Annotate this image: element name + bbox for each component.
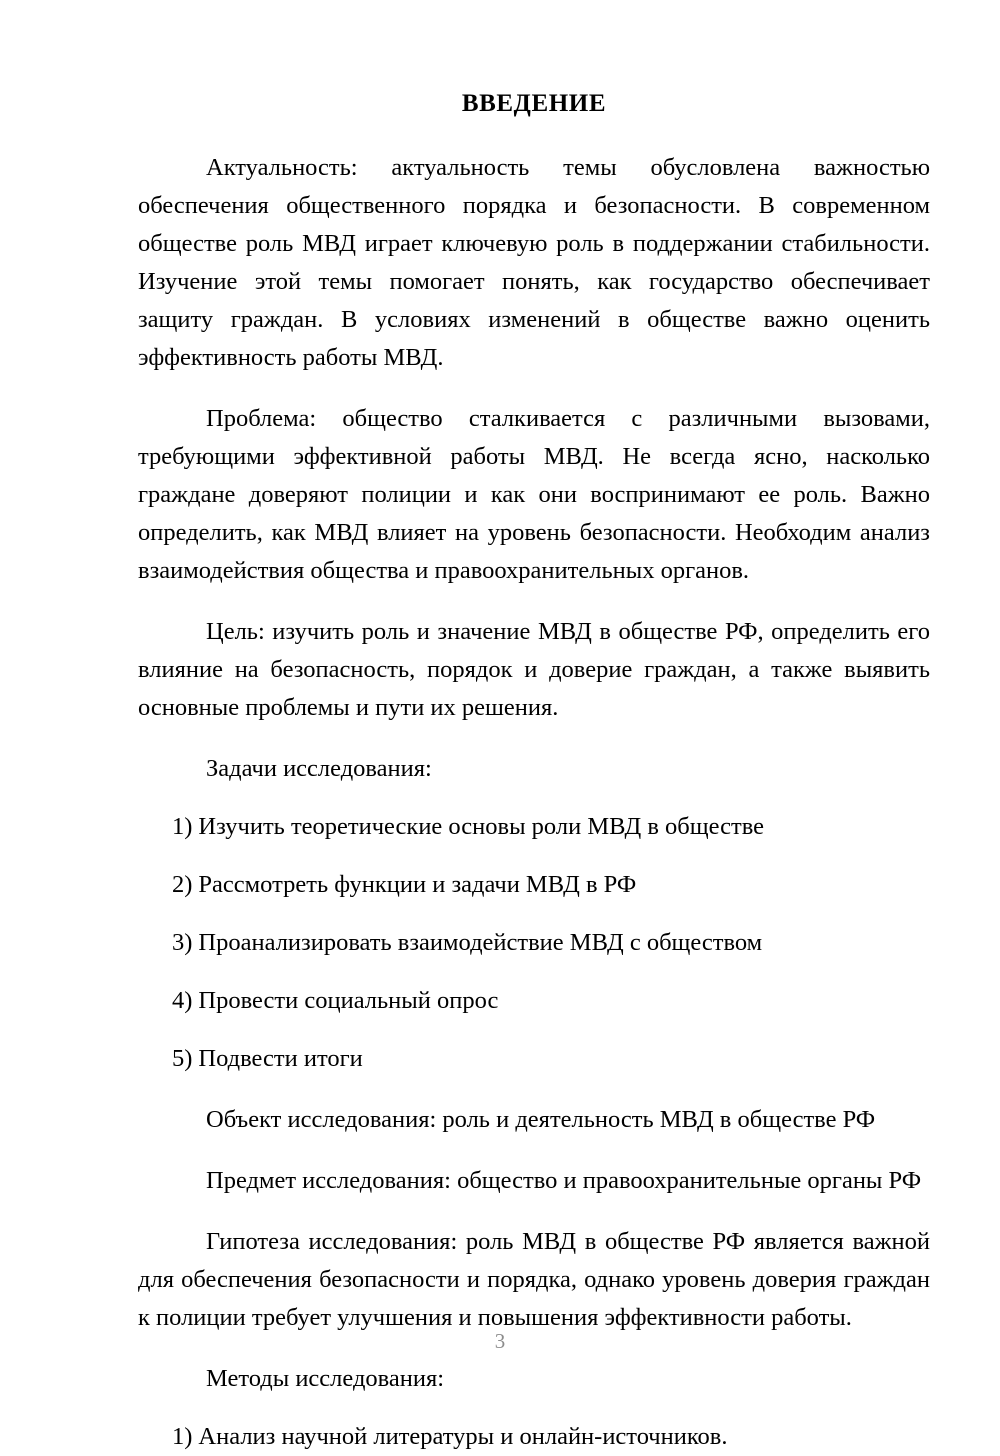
list-item-number: 1) xyxy=(172,813,193,841)
list-item-number: 5) xyxy=(172,1045,193,1073)
paragraph-object: Объект исследования: роль и деятельность МВД в обществе РФ xyxy=(206,1106,876,1134)
paragraph-goal: Цель: изучить роль и значение МВД в обществе РФ, определить его влияние на безопасность, порядок и доверие граждан, а также выявить основные проблемы и пути их решения. xyxy=(138,618,930,722)
list-item-number: 3) xyxy=(172,929,193,957)
list-item-label: Рассмотреть функции и задачи МВД в РФ xyxy=(198,871,637,899)
list-item-label: Проанализировать взаимодействие МВД с обществом xyxy=(198,929,763,957)
list-item-number: 2) xyxy=(172,871,193,899)
page-title: ВВЕДЕНИЕ xyxy=(461,90,607,117)
methods-list xyxy=(138,1398,930,1456)
list-item-number: 1) xyxy=(172,1423,193,1451)
heading-tasks: Задачи исследования: xyxy=(206,755,432,783)
list-item-label: Подвести итоги xyxy=(198,1045,363,1073)
list-item xyxy=(138,1020,930,1078)
list-item xyxy=(138,962,930,1020)
paragraph-relevance: Актуальность: актуальность темы обусловлена важностью обеспечения общественного порядка и безопасности. В современном обществе роль МВД играет ключевую роль в поддержании стабильности. Изучение этой темы помогает понять, как государство обеспечивает защиту граждан. В условиях изменений в обществе важно оценить эффективность работы МВД. xyxy=(138,154,930,372)
list-item-number: 4) xyxy=(172,987,193,1015)
list-item xyxy=(138,846,930,904)
list-item xyxy=(138,904,930,962)
page-number: 3 xyxy=(494,1329,506,1353)
heading-methods: Методы исследования: xyxy=(206,1365,445,1393)
list-item xyxy=(138,1398,930,1456)
paragraph-subject: Предмет исследования: общество и правоохранительные органы РФ xyxy=(206,1167,922,1195)
list-item-label: Анализ научной литературы и онлайн-источников. xyxy=(198,1423,728,1451)
list-item-label: Провести социальный опрос xyxy=(198,987,499,1015)
tasks-list xyxy=(138,788,930,1078)
list-item-label: Изучить теоретические основы роли МВД в обществе xyxy=(198,813,764,841)
document-body xyxy=(138,0,930,1456)
paragraph-problem: Проблема: общество сталкивается с различными вызовами, требующими эффективной работы МВД. Не всегда ясно, насколько граждане доверяют полиции и как они воспринимают ее роль. Важно определить, как МВД влияет на уровень безопасности. Необходим анализ взаимодействия общества и правоохранительных органов. xyxy=(138,405,930,585)
paragraph-hypothesis: Гипотеза исследования: роль МВД в обществе РФ является важной для обеспечения безопасности и порядка, однако уровень доверия граждан к полиции требует улучшения и повышения эффективности работы. xyxy=(138,1228,930,1332)
list-item xyxy=(138,788,930,846)
